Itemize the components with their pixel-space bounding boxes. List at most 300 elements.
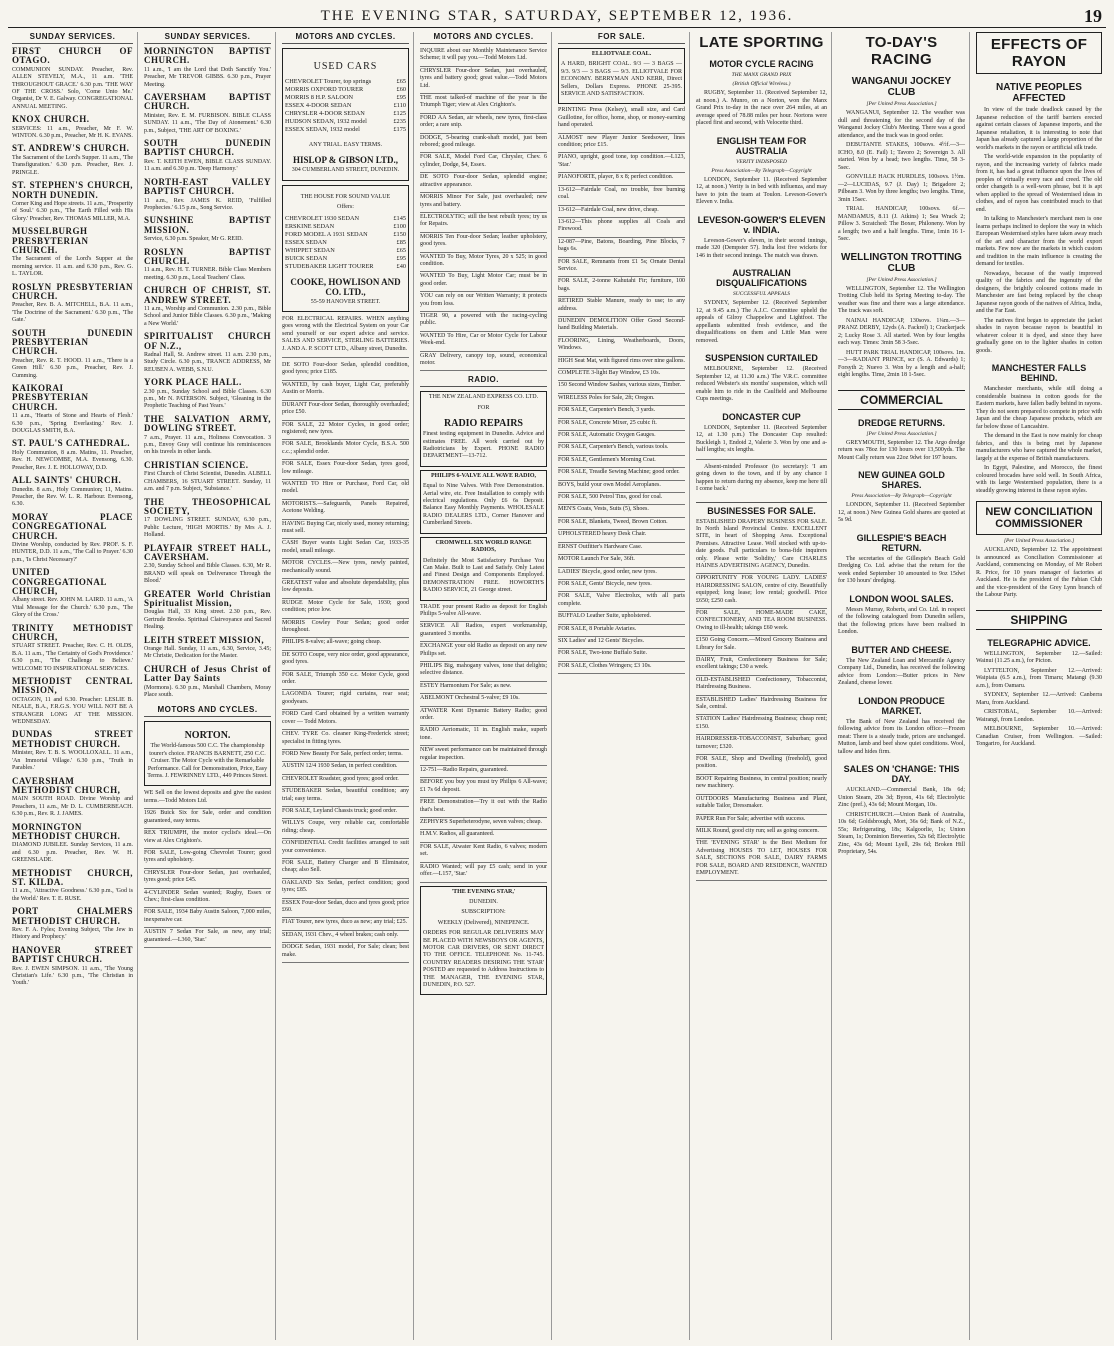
divider — [282, 538, 409, 539]
divider — [558, 636, 685, 637]
business-ad: STATION Ladies' Hairdressing Business; cheap rent; £150. — [696, 716, 827, 730]
car-listing — [285, 78, 406, 86]
car-name: ESSEX SEDAN, 1932 model — [285, 126, 360, 133]
church-notice — [12, 145, 133, 177]
car-name: ERSKINE SEDAN — [285, 222, 335, 230]
article-text: LONDON, September 11. (Received September 12, at 1.30 p.m.) The Doncaster Cup resulted: Buckleigh 1, Endoid 2, Valerie 3. Won by one and a-half lengths; six lengths. — [696, 424, 827, 453]
divider — [144, 907, 271, 908]
article-subheading: SUCCESSFUL APPEALS — [732, 291, 791, 297]
church-notices — [12, 48, 133, 988]
church-notice — [12, 821, 133, 865]
notice-body: 11 a.m., Worship and Communion. 2.30 p.m., Bible School and Junior Bible Classes. 6.30 p.m., 'Making a New World.' — [144, 305, 271, 327]
church-notice — [144, 246, 271, 283]
classified-ad: DE SOTO Four-door Sedan, splendid condition, good tyres; price £185. — [282, 362, 409, 376]
divider — [282, 578, 409, 579]
section-title: TO-DAY'S RACING — [865, 34, 938, 68]
classified-ad: THE most talked-of machine of the year is the Triumph Tiger; view at Alex Crighton's. — [420, 95, 547, 109]
business-ad: MILK Round, good city run; sell as going concern. — [696, 827, 819, 834]
divider — [420, 291, 547, 292]
church-notice — [12, 731, 133, 772]
classified-ad: FOR SALE, Two-tone Buffalo Suite. — [558, 650, 648, 657]
divider — [420, 829, 547, 830]
philips-body: Equal to Nine Valves. With Free Demonstration. Aerial wire, etc. Free Installation to comply with electrical regulations. Only £6 6s Deposit. Balance Easy Monthly Payments. WHOLESALE RADIO DEALERS LTD., Corner Hanover and Cumberland Streets. — [423, 483, 544, 527]
car-name: ESSEX 4-DOOR SEDAN — [285, 102, 352, 109]
classified-ad: TIGER 90, a powered with the racing-cycling public. — [420, 312, 547, 327]
notice-title: CHURCH OF CHRIST, ST. ANDREW STREET. — [144, 285, 271, 305]
divider — [696, 826, 827, 827]
divider — [420, 113, 547, 114]
classified-ad: PIANO, upright, good tone, top condition.—L123, 'Star.' — [558, 154, 685, 168]
subs-body: ORDERS FOR REGULAR DELIVERIES MAY BE PLACED WITH NEWSBOYS OR AGENTS, MOTOR CAR DRIVERS, OR SENT DIRECT TO THE OFFICE. TELEPHONE No. 11-745. COUNTRY READERS DESIRING THE 'STAR' POSTED are requested to Address Instructions to THE MANAGER, THE EVENING STAR, DUNEDIN, P.O. 527. — [423, 930, 544, 988]
car-listing — [285, 126, 406, 134]
divider — [420, 311, 547, 312]
article-paragraph: In talking to Manchester's merchant men is one learns perhaps inclined to deplore the way in which European Westernised styles have taken away much of the art and character from the world export markets. Few now are the markets in which custom and tradition in the main influence is creating the demand for textiles. — [976, 216, 1102, 267]
article-heading: ENGLISH TEAM FOR AUSTRALIA — [716, 135, 807, 156]
divider — [558, 673, 685, 674]
notice-body: Douglas Hall, 33 King street. 2.30 p.m., Rev. Gertrude Brooks. Spiritual Clairvoyance and Sacred Healing. — [144, 609, 271, 631]
church-notice — [12, 48, 133, 111]
article-text: Messrs Murray, Roberts, and Co. Ltd. in respect of the following catalogued from Dunedin sellers, that the following prices have been realised in London. — [838, 606, 965, 635]
classified-ad: ZEPHYR'S Superheterodyne, seven valves; cheap. — [420, 819, 543, 826]
race-result: DEBUTANTE STAKES, 100sovs. 4½f.—3—ICHO, 8.0 (E. Fail) 1; Tavoro 2; Sovereign 3. All started. Won by a head; two lengths. Time, 58 3-5sec. — [838, 142, 965, 171]
notice-body: DIAMOND JUBILEE. Sunday Services, 11 a.m. and 6.30 p.m. Preacher, Rev. W. H. GREENSLADE. — [12, 842, 133, 864]
church-notices — [144, 48, 271, 699]
divider — [558, 480, 685, 481]
article-paragraph: Nowadays, because of the vastly improved quality of the fabrics and the ingenuity of the designers, the brightly coloured cottons made in Manchester are fast being replaced by the cheap Japanese rayon goods of the natives of Africa, India, and the Far East. — [976, 270, 1102, 314]
dealer-address: 304 CUMBERLAND STREET, DUNEDIN. — [291, 167, 400, 174]
column-late-sporting — [692, 32, 832, 1340]
classified-ad: WIRELESS Poles for Sale, 2ft; Oregon. — [558, 394, 655, 401]
divider — [282, 380, 409, 381]
car-price: £65 — [396, 78, 406, 85]
article-paragraph: The demand in the East is now mainly for cheap fabrics, and this is being met by Japanese manufacturers who have captured the whole market, largely at the expense of British manufacturers. — [976, 433, 1102, 462]
notice-title: CAVERSHAM METHODIST CHURCH, — [12, 775, 121, 795]
notice-body: 11 a.m., Rev. JAMES K. REID, 'Fulfilled Prophecies.' 6.15 p.m., Song Service. — [144, 197, 271, 211]
article-text: WELLINGTON, September 12. The Wellington Trotting Club held its Spring Meeting to-day. The weather was fine and there was a large attendance. The track was soft. — [838, 285, 965, 314]
business-ads — [696, 519, 827, 882]
business-ad: PAPER Run For Sale; advertise with success. — [696, 815, 806, 822]
divider — [282, 618, 409, 619]
classified-ad: LAGONDA Tourer; rigid curtains, rear seat; goodyears. — [282, 691, 409, 705]
notice-body: Rev. T. KEITH EWEN, BIBLE CLASS SUNDAY. 11 a.m. and 6.30 p.m. 'Deep Harmony.' — [144, 158, 271, 173]
divider — [420, 152, 547, 153]
sound-value-ad — [282, 185, 409, 312]
divider — [420, 212, 547, 213]
classified-ad: FOR SALE, Model Ford Car, Chrysler, Chev. 6 cylinder, Dodge, $4, Essex. — [420, 154, 547, 168]
divider — [282, 598, 409, 599]
church-notice — [144, 48, 271, 89]
car-price: £85 — [396, 238, 406, 246]
coal-body: A HARD, BRIGHT COAL. 9/3 — 3 BAGS — 9/3. 9/3 — 3 BAGS — 9/3. ELLIOTVALE FOR ECONOMY. BERRYMAN AND KERR, Direct Sellers, Dollars Express. PHONE 25-395. SERVICE AND SATISFACTION. — [561, 61, 682, 98]
classified-ad: RUDGE Motor Cycle for Sale, 1930; good condition; price low. — [282, 599, 409, 614]
article-paragraph: In Egypt, Palestine, and Morocco, the finest coloured brocades have sold well. In South Africa, with its large Westernised population, there is a steadily growing interest in these rayon styles. — [976, 465, 1102, 494]
notice-body: SERVICES: 11 a.m., Preacher, Mr F. W. WINTON. 6.30 p.m., Preacher, Mr H. K. EVANS. — [12, 125, 133, 140]
notice-title: CHRISTIAN SCIENCE. — [144, 459, 249, 470]
divider — [282, 962, 409, 963]
shipping-entry: WELLINGTON, September 12.—Sailed: Wainui (11.25 a.m.), for Picton. — [976, 650, 1102, 664]
classified-ad: HAVING Buying Car, nicely used, money returning; must sell. — [282, 520, 409, 534]
divider — [282, 499, 409, 500]
divider — [558, 517, 685, 518]
classified-ad: GRAY Delivery, canopy top, sound, economical motor. — [420, 352, 547, 366]
car-name: BUICK SEDAN — [285, 254, 328, 262]
car-name: ESSEX SEDAN — [285, 238, 327, 246]
article-heading: MOTOR CYCLE RACING — [709, 59, 814, 69]
notice-body: Corner King and Hope streets. 11 a.m., 'Prosperity of Soul.' 6.30 p.m., 'The Earth Filled with His Glory.' Preacher, Rev. THOMAS MILLER, M.A. — [12, 200, 134, 222]
express-title: THE NEW ZEALAND EXPRESS CO. LTD. — [428, 394, 539, 401]
church-notice — [144, 333, 271, 374]
notice-body: Preacher, Rev. B. A. MITCHELL, B.A. 11 a.m., 'The Doctrine of the Sacrament.' 6.30 p.m., 'The Gate.' — [12, 302, 133, 324]
notice-body: 11 a.m., 'Attractive Goodness.' 6.30 p.m., 'God is the World.' Rev. T. E. RUSE. — [12, 888, 133, 902]
church-notice — [144, 94, 271, 135]
byline: (British Official Wireless.) — [732, 81, 791, 87]
church-notice — [12, 440, 133, 472]
divider — [144, 947, 271, 948]
church-notice — [12, 182, 133, 223]
subs-head: SUBSCRIPTION: — [461, 909, 506, 916]
car-listing — [285, 231, 406, 239]
divider — [282, 650, 409, 651]
divider — [420, 621, 547, 622]
classified-ads — [282, 362, 409, 963]
divider — [420, 862, 547, 863]
classified-ad: 150 Second Window Sashes, various sizes, Timber. — [558, 382, 682, 389]
classified-ad: CASH Buyer wants Light Sedan Car, 1933-35 model, small mileage. — [282, 540, 409, 554]
column-heading: SUNDAY SERVICES. — [12, 32, 133, 44]
classified-ad: PHILIPS Big, mahogany valves, tone that delights; selective distance. — [420, 662, 547, 677]
used-cars-list — [285, 78, 406, 134]
classified-ad: CHRYSLER Four-door Sedan, just overhauled, tyres and battery good; great value.—Todd Motors Ltd. — [420, 67, 547, 89]
shipping-heading: SHIPPING — [976, 610, 1102, 630]
divider — [420, 271, 547, 272]
notice-title: PLAYFAIR STREET HALL, CAVERSHAM. — [144, 542, 271, 562]
classified-ad: FOR SALE, Remnants from £1 5s; Ornate Dental Service. — [558, 258, 685, 272]
article-text: MELBOURNE, September 12. (Received September 12, at 11.30 a.m.) The V.R.C. committee reduced Webster's six months' suspension, which will enable him to ride in the Caulfield and Melbourne Cups meetings. — [696, 366, 827, 402]
notice-title: HANOVER STREET BAPTIST CHURCH. — [12, 944, 133, 965]
divider — [420, 370, 547, 371]
article-paragraph: Manchester merchants, while still doing a considerable business in cotton goods for the Eastern markets, have fallen badly behind in rayons. They do not seem prepared to compete in price with Japan and the cheap Japanese products, which are far below those of Lancashire. — [976, 386, 1102, 430]
article-body — [976, 107, 1102, 355]
classified-ad: FOR SALE, Brooklands Motor Cycle, B.S.A. 500 c.c.; splendid order. — [282, 441, 409, 455]
article-text: RUGBY, September 11. (Received September 12, at noon.) A. Munro, on a Norton, won the Manx Grand Prix to-day in the race over 264 miles, at an average speed of 78.88 miles per hour. Nortons were placed first and second, with Velocette third. — [696, 90, 827, 126]
divider — [558, 661, 685, 662]
divider — [696, 754, 827, 755]
classified-ad: DE SOTO Four-door Sedan, splendid engine; attractive appearance. — [420, 174, 547, 188]
notice-title: THE THEOSOPHICAL SOCIETY, — [144, 496, 271, 516]
car-price: £60 — [396, 86, 406, 93]
car-name: STUDEBAKER LIGHT TOURER — [285, 262, 374, 270]
divider — [558, 380, 685, 381]
car-price: £95 — [396, 254, 406, 262]
classified-ad: BEFORE you buy you must try Philips 6 All-wave; £1 7s 6d deposit. — [420, 779, 547, 793]
divider — [282, 670, 409, 671]
divider — [282, 878, 409, 879]
column-rayon — [972, 32, 1106, 1340]
classified-ad: FORD New Beauty For Sale, perfect order; terms. — [282, 750, 403, 757]
notice-title: NORTH-EAST VALLEY BAPTIST CHURCH. — [144, 176, 271, 197]
norton-ad-body: The World-famous 500 C.C. The championship tourer's choice. FRANCIS BARNETT, 250 C.C. Cruiser. The Motor Cycle with the Remarkable Performance. Call for Demonstration, Price, Easy Terms. J. FEWRINNEY LTD., 449 Princes Street. — [147, 743, 268, 780]
article-paragraph: The world-wide expansion in the popularity of rayon, and the increasing variety of fabrics made from it, has had a great influence upon the lives of peoples of virtually every race and creed. The old order changeth is a well-worn phrase, but it is apt when applied to the spread of Westernised ideas in clothes, and of rayon has contributed much to that end. — [976, 154, 1102, 213]
divider — [558, 624, 685, 625]
divider — [558, 257, 685, 258]
divider — [420, 133, 547, 134]
notice-title: PORT CHALMERS METHODIST CHURCH. — [12, 906, 133, 926]
divider — [558, 237, 685, 238]
church-notice — [12, 327, 133, 380]
article-heading: MANCHESTER FALLS BEHIND. — [991, 363, 1087, 383]
classified-ad: CONFIDENTIAL Credit facilities arranged to suit your convenience. — [282, 840, 409, 854]
classified-ad: FOR SALE, Battery Charger and B Eliminator, cheap; also Sell. — [282, 859, 409, 874]
notice-title: CHURCH of Jesus Christ of Latter Day Saints — [144, 663, 271, 684]
classified-ad: WE Sell on the lowest deposits and give the easiest terms.—Todd Motors Ltd. — [144, 790, 271, 804]
divider — [420, 725, 547, 726]
classified-ad: RADIO Aeriomatic, 11 in. English make, superb tone. — [420, 727, 547, 741]
classified-ad: WANTED To Hire, Car or Motor Cycle for Labour Week-end. — [420, 332, 547, 347]
classified-ad: FOR SALE, 2-tonne Kahutahi Fir; furniture, 100 bags. — [558, 278, 685, 292]
divider — [282, 400, 409, 401]
classified-ad: PHILIPS 8-valve; all-wave; going cheap. — [282, 639, 382, 646]
notice-title: ST. PAUL'S CATHEDRAL. — [12, 438, 131, 449]
divider — [696, 714, 827, 715]
divider — [558, 455, 685, 456]
classified-ad: WANTED To Buy, Motor Tyres, 20 x 525; in good condition. — [420, 253, 547, 267]
classified-ad: ESSEX Four-door Sedan, duco and tyres good; price £60. — [282, 899, 409, 913]
article-heading: WANGANUI JOCKEY CLUB — [851, 76, 952, 98]
classified-ad: EXCHANGE your old Radio as deposit on any new Philips set. — [420, 643, 547, 657]
classified-ad: H.M.V. Radios, all guaranteed. — [420, 831, 495, 838]
church-notice — [144, 588, 271, 632]
article-heading: NEW GUINEA GOLD SHARES. — [858, 470, 945, 490]
divider — [558, 467, 685, 468]
article-text: Leveson-Gower's eleven, in their second innings, made 320 (Dempster 57). India lost five wickets for 146 in their second innings. The match was drawn. — [696, 237, 827, 259]
business-ad: OLD-ESTABLISHED Confectionery, Tobacconist, Hairdressing Business. — [696, 676, 827, 691]
divider — [282, 519, 409, 520]
divider — [558, 529, 685, 530]
article-text: SYDNEY, September 12. (Received September 12, at 9.45 a.m.) The A.J.C. Committee upheld the appeals of Gilroy Chappelow and Lightfoot. The appellants submitted fresh evidence, and the disqualifications on them and Little Man were removed. — [696, 300, 827, 344]
divider — [420, 817, 547, 818]
business-ad: ESTABLISHED DRAPERY BUSINESS FOR SALE. In North Island Provincial Centre. EXCELLENT SITE, in heart of Shopping Area. Exceptional Premises. Attractive Lease. Well stocked with up-to-date goods. Full particulars to bona-fide inquirers only. Please write 'Solidity,' Care CHARLES HAINES ADVERTISING AGENCY, Dunedin. — [696, 518, 827, 569]
article-heading: GILLESPIE'S BEACH RETURN. — [856, 532, 947, 553]
church-notice — [144, 217, 271, 243]
divider — [558, 405, 685, 406]
classified-ad: COMPLETE 3-light Bay Window, £3 10s. — [558, 370, 661, 376]
classified-ad: FOR SALE, Carpenter's Bench, 3 yards. — [558, 407, 656, 414]
notice-title: ROSLYN BAPTIST CHURCH. — [144, 246, 271, 266]
classified-ad: FOR SALE, Automatic Oxygen Gauges. — [558, 432, 656, 439]
notice-body: 7 a.m., Prayer. 11 a.m., Holiness Convocation. 3 p.m., Envoy Gray will continue his reminiscences on his travels in other lands. — [144, 434, 271, 456]
notice-title: CAVERSHAM BAPTIST CHURCH. — [144, 92, 271, 112]
church-notice — [144, 634, 271, 661]
article-body — [976, 386, 1102, 495]
classified-ad: MOTORISTS.—Safeguards, Panels Repaired, Acetone Welding. — [282, 500, 409, 515]
car-price: £40 — [396, 262, 406, 270]
divider — [420, 693, 547, 694]
church-notice — [12, 622, 133, 673]
business-ad: DAIRY, Fruit, Confectionery Business for Sale; excellent takings; £30 a week. — [696, 657, 827, 671]
shipping-entry: SYDNEY, September 12.—Arrived: Canberra Maru, from Auckland. — [976, 692, 1102, 706]
article-paragraph: In view of the trade deadlock caused by the Japanese reduction of the tariff barriers erected against certain classes of Japanese imports, and the Japanese retaliation, it is interesting to note that Japan has already captured a large proportion of the world's markets in the rayon or artificial silk trade. — [976, 107, 1102, 151]
divider — [558, 611, 685, 612]
divider — [144, 888, 271, 889]
classified-ad: FOR SALE, Gentlemen's Morning Coat. — [558, 456, 656, 463]
page-number: 19 — [1084, 6, 1102, 26]
article-text: The New Zealand Loan and Mercantile Agency Company Ltd., Dunedin, has received the following advice from London:—Butter prices in New Zealand, cheese lower. — [838, 657, 965, 686]
classified-ad: FOR SALE, 8 Portable Aviaries. — [558, 625, 637, 632]
church-notice — [12, 228, 133, 278]
notice-title: ST. STEPHEN'S CHURCH, NORTH DUNEDIN. — [12, 180, 133, 200]
notice-title: DUNDAS STREET METHODIST CHURCH. — [12, 729, 133, 749]
article-heading: TELEGRAPHIC ADVICE. — [987, 637, 1091, 648]
church-notice — [12, 775, 133, 819]
conciliation-title-box — [976, 501, 1102, 535]
divider — [696, 459, 827, 460]
notice-title: KNOX CHURCH. — [12, 114, 90, 125]
classified-ad: BOYS, build your own Model Aeroplanes. — [558, 481, 661, 488]
divider — [420, 66, 547, 67]
classified-ad: ABELMONT Orchestral 5-valve; £9 10s. — [420, 695, 520, 702]
article-text: GREYMOUTH, September 12. The Argo dredge return was 78oz for 130 hours over 13,500yds. The Mount Cally return was 22oz 9dwt for 197 hours. — [838, 439, 965, 461]
church-notice — [12, 944, 133, 988]
divider — [558, 296, 685, 297]
article-heading: DREDGE RETURNS. — [857, 417, 945, 428]
classified-ad: 1926 Buick Six for Sale, order and condition guaranteed, easy terms. — [144, 810, 271, 824]
divider — [696, 734, 827, 735]
notice-title: UNITED CONGREGATIONAL CHURCH, — [12, 567, 107, 596]
divider — [420, 93, 547, 94]
notice-body: MAIN SOUTH ROAD. Divine Worship and Preachers, 11 a.m., Mr D. L. CUMBERBEACH. 6.30 p.m., Rev. R. J. JAMES. — [12, 796, 133, 818]
shipping-list — [976, 651, 1102, 749]
divider — [282, 917, 409, 918]
church-notice — [12, 477, 133, 509]
notice-title: METHODIST CENTRAL MISSION, — [12, 676, 133, 696]
classified-ad: FORD Card Card obtained by a written warranty cover — Todd Motors. — [282, 711, 409, 725]
church-notice — [12, 908, 133, 942]
classified-ad: PRINTING Press (Kelsey), small size, and Card Guillotine, for office, home, shop, or money-earning hand operated. — [558, 107, 685, 129]
notice-body: Orange Hall. Sunday, 11 a.m., 6.30, Service, 3.45; Mr Christie, Dedication for the Master. — [144, 646, 271, 660]
divider — [696, 695, 827, 696]
classified-ad: FOR SALE, Essex Four-door Sedan, tyres good, low mileage. — [282, 461, 409, 475]
column-motors-1 — [278, 32, 414, 1340]
church-notice — [12, 385, 133, 435]
notice-body: 11 a.m., 'I am the Lord that Doth Sanctify You.' Preacher, Mr TREVOR GIBBS. 6.30 p.m., Prayer Meeting. — [144, 66, 271, 88]
divider — [558, 205, 685, 206]
notice-title: TRINITY METHODIST CHURCH, — [12, 622, 133, 642]
notice-body: OCTAGON, 11 and 6.30. Preacher: LESLIE B. NEALE, B.A., F.R.G.S. YOU WILL NOT BE A STRANGER LONG AT THE MISSION. WEDNESDAY. — [12, 696, 133, 726]
rayon-title-box — [976, 32, 1102, 74]
classified-ad: FOR SALE, Atwater Kent Radio, 6 valves; modern set. — [420, 843, 547, 858]
divider — [144, 868, 271, 869]
notice-title: METHODIST CHURCH, ST. KILDA. — [12, 867, 133, 887]
divider — [696, 794, 827, 795]
norton-ad — [144, 721, 271, 786]
notice-title: LEITH STREET MISSION, — [144, 634, 265, 645]
notice-title: SOUTH DUNEDIN PRESBYTERIAN CHURCH. — [12, 327, 133, 357]
classified-ad: ALMOST new Player Junior Seedsower, lines condition; price £15. — [558, 134, 685, 149]
notice-body: The Sacrament of the Lord's Supper. 11 a.m., 'The Transfiguration.' 6.30 p.m. Preacher, Rev. J. PRINGLE. — [12, 154, 133, 176]
classified-ad: FOR SALE, Triumph 350 c.c. Motor Cycle, good order. — [282, 671, 409, 686]
divider — [558, 316, 685, 317]
article-text: AUCKLAND, September 12. The appointment is announced as Conciliation Commissioner at Auckland, commencing on Monday, of Mr Robert R. Price, for 10 years manager of factories at Auckland. He is the president of the Fabian Club and the vice-president of the Grey Lynn branch of the Labour Party. — [976, 547, 1102, 598]
classified-ad: WANTED TO Hire or Purchase, Ford Car, old model. — [282, 480, 409, 495]
classified-ad: ESTEY Harmonium For Sale; as new. — [420, 682, 512, 689]
byline: [Per United Press Association.] — [1003, 538, 1075, 544]
classified-ad: NEW sweet performance can be maintained through regular inspection. — [420, 747, 547, 761]
notice-body: Albany street. Rev. JOHN M. LAIRD. 11 a.m., 'A Vital Message for the Church.' 6.30 p.m., 'The Glory of the Cross.' — [12, 597, 133, 619]
classified-ad: OAKLAND Six Sedan, perfect condition; good tyres; £85. — [282, 879, 409, 894]
divider — [144, 828, 271, 829]
notice-body: 2.30 p.m., Sunday School and Bible Classes. 6.30 p.m., Mr N. PATERSON. Subject, 'Gleaning in the Prophetic Teaching of Past Years.' — [144, 388, 271, 410]
shipping-entry: LYTTELTON, September 12.—Arrived: Waipiata (6.5 a.m.), from Timaru; Matangi (9.30 a.m.), from Oamaru. — [976, 667, 1102, 689]
race-result: GONVILLE HACK HURDLES, 100sovs. 1½m.—2—LUCIDAS, 9.7 (J. Day) 1; Brigadore 2; Pilbeam 3. Won by three lengths; two lengths. Time, 3min 15sec. — [838, 174, 965, 203]
car-listing — [285, 110, 406, 118]
notice-body: The Sacrament of the Lord's Supper at the morning service. 11 a.m. and 6.30 p.m., Rev. G. L. TAYLOR. — [12, 256, 133, 278]
dealer-name: HISLOP & GIBSON LTD., — [293, 155, 398, 166]
notice-title: ROSLYN PRESBYTERIAN CHURCH. — [12, 281, 133, 301]
cromwell-body: Definitely the Most Satisfactory Purchase You Can Make. Built to Last and Satisfy. Only Latest and Finest Design and Components Employed. DEMONSTRATION FREE. HOWORTH'S RADIO SERVICE, 21 George street. — [423, 557, 544, 594]
classified-ad: WANTED To Buy, Light Motor Car; must be in good order. — [420, 273, 547, 287]
notice-body: Rev. F. A. Fyles; Evening Subject, 'The Jew in History and Prophecy.' — [12, 927, 133, 941]
classified-ad: GREATEST value and absolute dependability, plus low deposits. — [282, 580, 409, 594]
notice-title: YORK PLACE HALL. — [144, 377, 242, 388]
express-co-ad — [420, 391, 547, 466]
coal-title: ELLIOTVALE COAL. — [591, 51, 652, 57]
notice-body: Holy Communion, 8 a.m. Matins, 11. Preacher, Rev. H. NEWCOMBE, M.A. Evensong, 6.30. Preacher, Rev. J. E. HOLLOWAY, D.D. — [12, 449, 133, 471]
classified-ad: ATWATER Kent Dynamic Battery Radio; good order. — [420, 707, 547, 721]
car-listing — [285, 239, 406, 247]
classified-ad: FREE Demonstration—Try it out with the Radio that's best. — [420, 799, 547, 813]
classified-ad: ERNST Outfitter's Hardware Case. — [558, 543, 643, 550]
divider — [420, 172, 547, 173]
divider — [558, 492, 685, 493]
masthead-title: THE EVENING STAR, SATURDAY, SEPTEMBER 12, 1936. — [320, 8, 794, 24]
car-listing — [285, 118, 406, 126]
philips-title: PHILIPS 6-VALVE ALL WAVE RADIO, — [431, 472, 536, 479]
church-notice — [144, 140, 271, 174]
motors-heading: MOTORS AND CYCLES. — [144, 705, 271, 717]
column-sunday-services-1 — [8, 32, 138, 1340]
classified-ad: AUSTIN 7 Sedan For Sale, as new, any trial; guaranteed.—L360, 'Star.' — [144, 929, 271, 943]
classified-ad: FOR SALE, Gents' Bicycle, new tyres. — [558, 580, 652, 587]
article-text: LONDON, September 11. (Received September 12, at noon.) New Guinea Gold shares are quoted at 5s 9d. — [838, 502, 965, 523]
article-subheading: THE MANX GRAND PRIX — [731, 72, 792, 78]
divider — [282, 942, 409, 943]
notice-title: MORNINGTON BAPTIST CHURCH. — [144, 46, 271, 66]
section-title: NEW CONCILIATION COMMISSIONER — [985, 506, 1093, 530]
car-price: £125 — [393, 110, 406, 117]
divider — [696, 880, 827, 881]
divider — [282, 898, 409, 899]
divider — [558, 368, 685, 369]
notice-title: ALL SAINTS' CHURCH. — [12, 475, 122, 486]
article-text: CHRISTCHURCH.—Union Bank of Australia, 10s 6d; Goldsbrough, Mort, 36s 6d; Bank of N.Z., 55s; Refrigerating, 18s; Kalgoorlie, 1s; Union Steam, 1s; Dominion Breweries, 52s 6d; Electrolytic Zinc, 43s 6d; Mount Lyell, 29s 6d; Broken Hill Proprietary, 54s. — [838, 811, 965, 855]
divider — [558, 356, 685, 357]
divider — [282, 838, 409, 839]
express-body: Finest testing equipment in Dunedin. Advice and estimates FREE. All work carried out by Radiotricians by Expert. PHONE RADIO DEPARTMENT—13-712. — [423, 431, 544, 460]
column-for-sale — [554, 32, 690, 1340]
divider — [420, 351, 547, 352]
classified-ad: HIGH Seat Mat, with figured rims over nine gallons. — [558, 357, 685, 364]
car-listing — [285, 86, 406, 94]
church-notice — [144, 413, 271, 457]
used-cars-title: USED CARS — [313, 61, 378, 72]
notice-body: Minister, Rev. T. B. S. WOOLLOXALL. 11 a.m., 'An Immortal Village.' 6.30 p.m., 'Truth in Parables.' — [12, 750, 133, 772]
divider — [420, 232, 547, 233]
car-listing — [285, 215, 406, 223]
notice-body: Rev. J. EWEN SIMPSON. 11 a.m., 'The Young Christian's Life.' 6.30 p.m., 'The Christian in Youth.' — [12, 965, 133, 987]
notice-title: GREATER World Christian Spiritualist Mission, — [144, 588, 271, 608]
divider — [558, 152, 685, 153]
classified-ad: DODGE Sedan, 1931 model, For Sale; clean; best make. — [282, 944, 409, 958]
